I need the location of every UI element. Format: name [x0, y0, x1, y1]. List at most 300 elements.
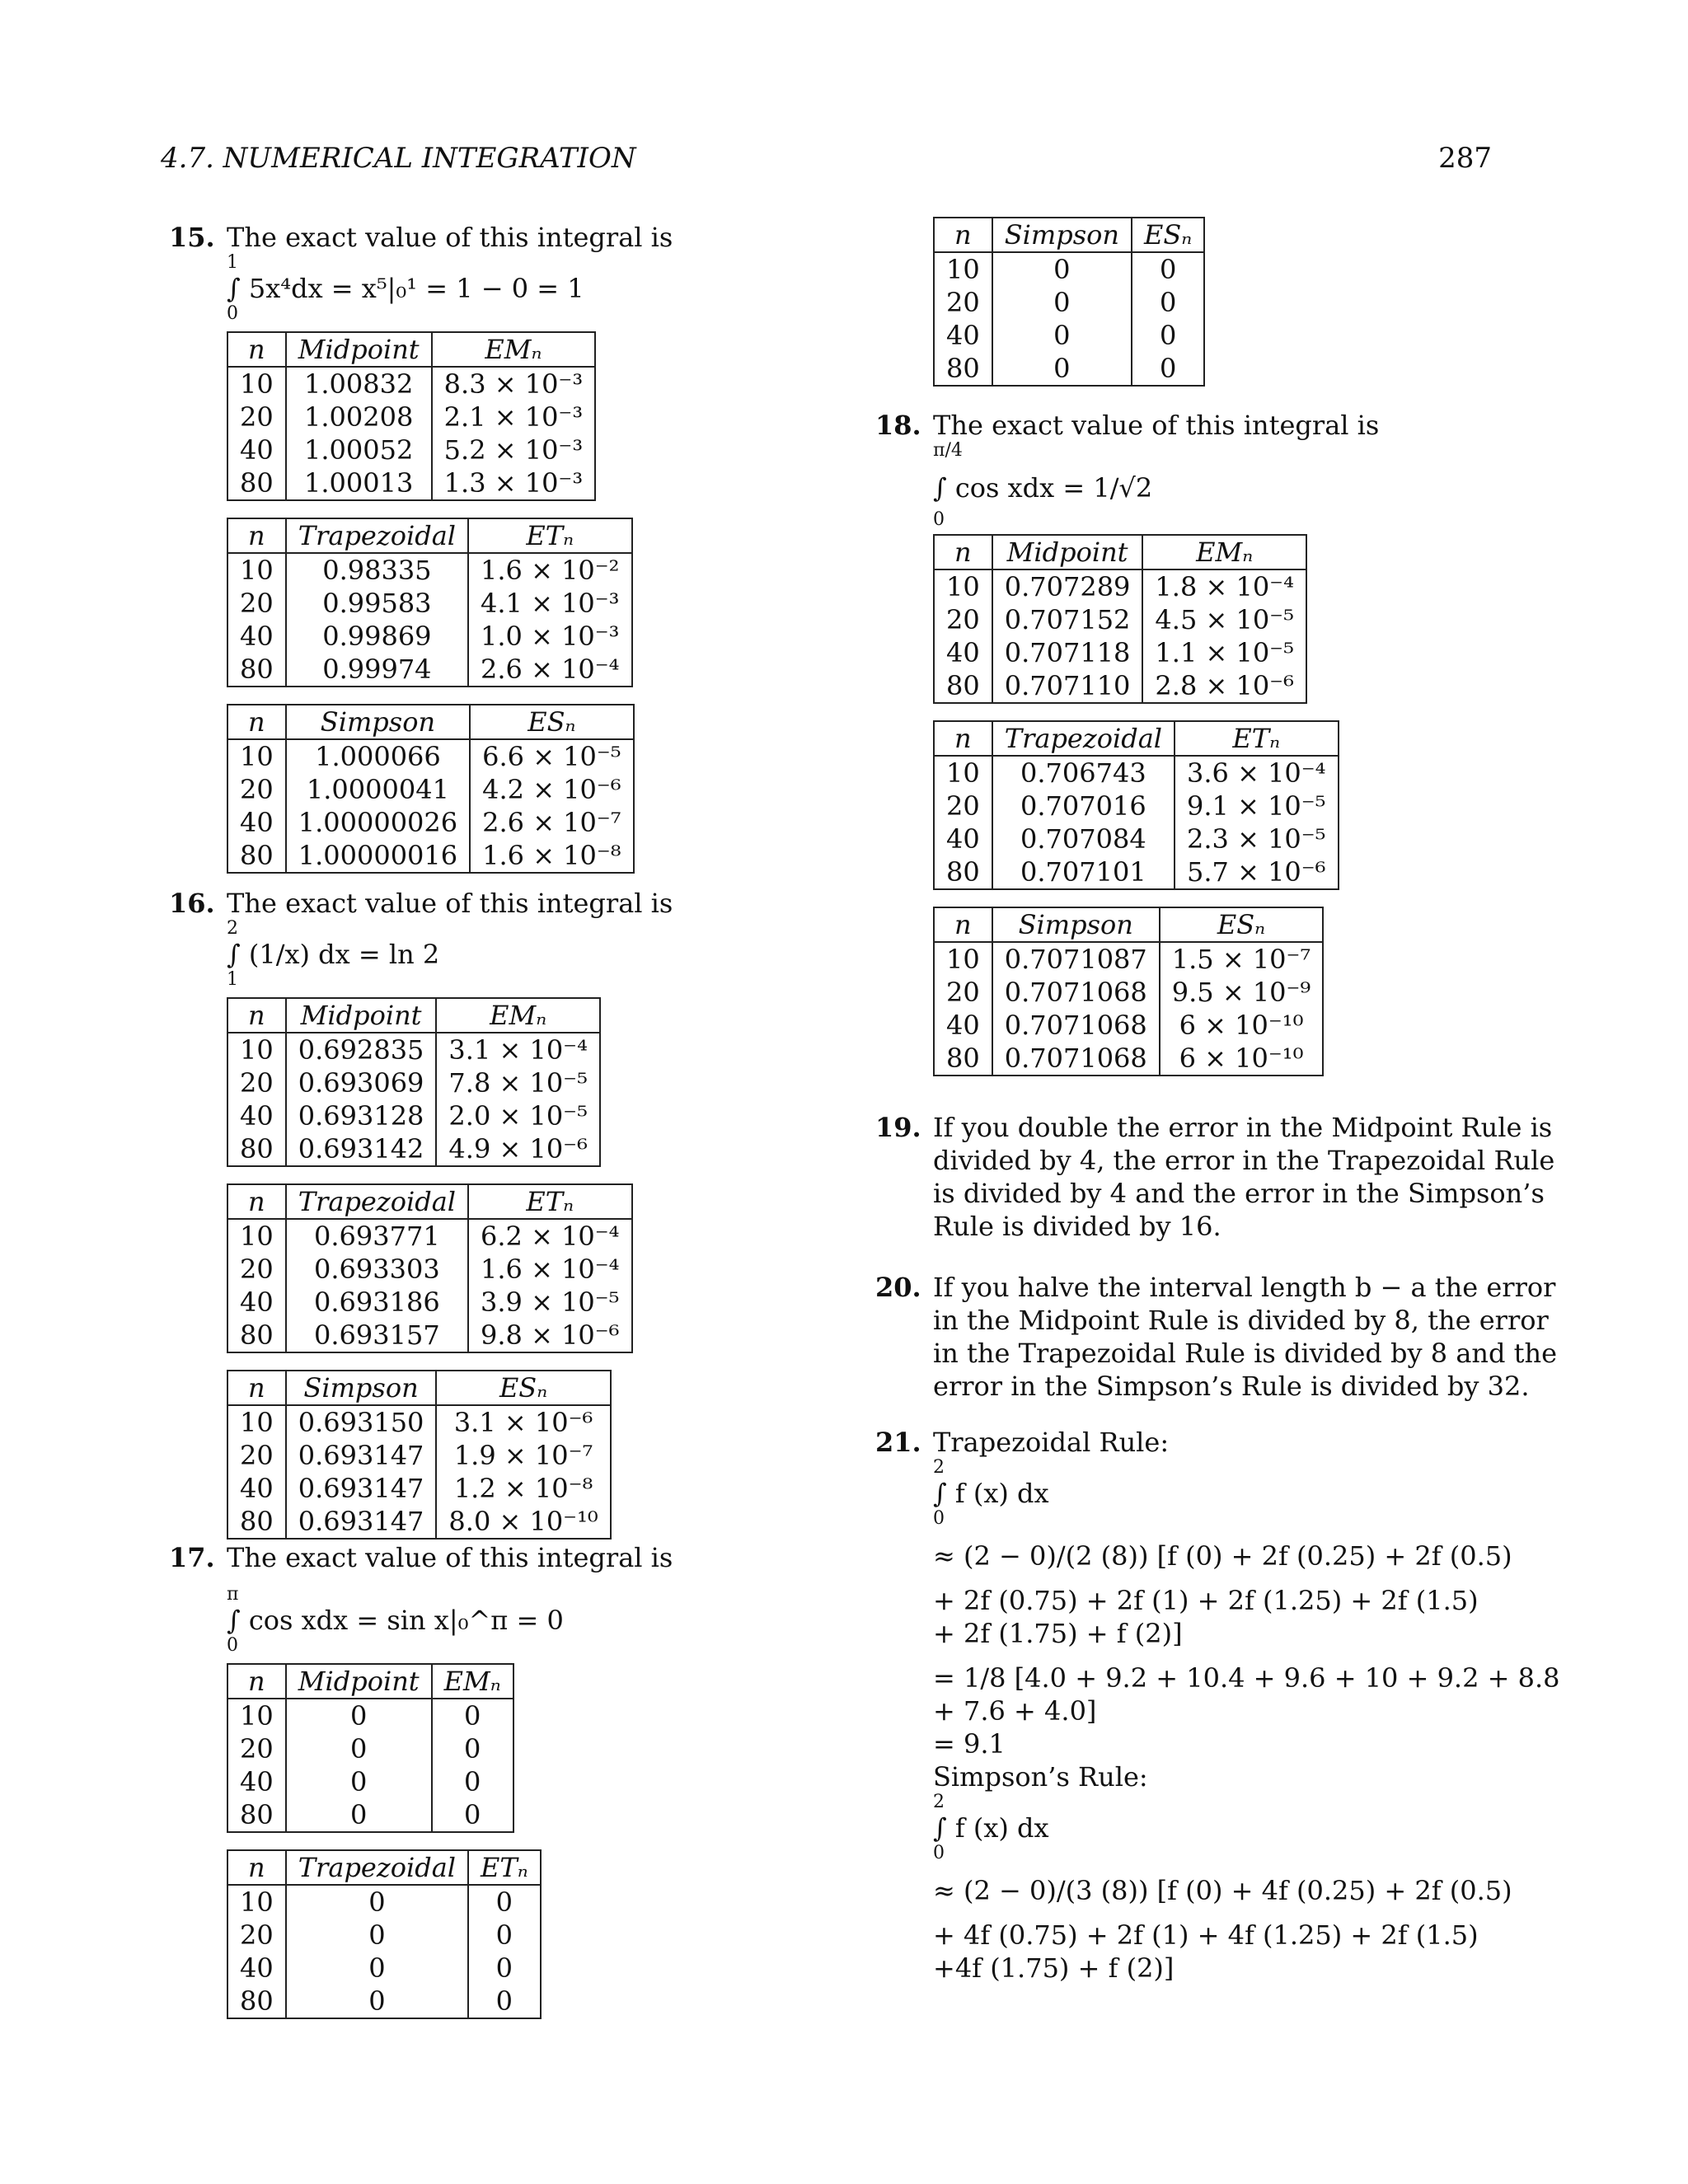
table-cell: 0.7071087	[992, 942, 1160, 976]
table-cell: 80	[227, 839, 286, 873]
table-cell: 4.2 × 10⁻⁶	[482, 774, 621, 805]
trapezoidal-table	[227, 1183, 633, 1353]
table-cell: 20	[227, 1253, 286, 1286]
problem-15	[169, 221, 673, 874]
table-cell: 1.00000026	[286, 806, 470, 839]
table-cell: 10	[227, 1405, 286, 1439]
table-row	[934, 942, 1323, 976]
table-row	[934, 976, 1323, 1009]
column-header: n	[227, 1664, 286, 1699]
derivation-line: + 2f (0.75) + 2f (1) + 2f (1.25) + 2f (1.5)	[933, 1585, 1479, 1616]
table-cell: 2.3 × 10⁻⁵	[1187, 823, 1326, 855]
problem-16	[169, 887, 673, 1540]
table-row	[934, 352, 1204, 386]
table-cell: 1.1 × 10⁻⁵	[1155, 637, 1294, 668]
column-header: Trapezoidal	[992, 721, 1175, 756]
table-row	[934, 790, 1339, 823]
table-cell: 80	[934, 669, 992, 703]
integral-upper-limit: π	[227, 1584, 239, 1605]
problem-17	[169, 1541, 673, 2019]
table-header-row	[227, 518, 632, 553]
table-row	[227, 1472, 611, 1505]
table-row	[227, 1253, 632, 1286]
table-cell: 6 × 10⁻¹⁰	[1179, 1043, 1304, 1074]
table-cell: 0	[1159, 353, 1177, 384]
column-header: n	[227, 1184, 286, 1219]
table-row	[227, 401, 595, 434]
table-cell: 3.1 × 10⁻⁶	[453, 1407, 593, 1438]
table-cell: 0.693147	[286, 1472, 437, 1505]
table-cell: 9.1 × 10⁻⁵	[1187, 790, 1326, 822]
problem-number: 21.	[875, 1427, 921, 1458]
table-cell: 0	[495, 1952, 513, 1984]
table-cell: 1.8 × 10⁻⁴	[1155, 571, 1294, 602]
table-row	[227, 620, 632, 653]
table-row	[934, 569, 1306, 603]
table-cell: 10	[227, 1219, 286, 1253]
column-header: Midpoint	[992, 535, 1143, 569]
table-row	[227, 367, 595, 401]
table-cell: 0	[286, 1732, 432, 1765]
table-row	[227, 1066, 600, 1099]
simpson-rule-label: Simpson’s Rule:	[933, 1761, 1148, 1793]
table-cell: 1.3 × 10⁻³	[443, 467, 584, 499]
table-cell: 2.1 × 10⁻³	[443, 401, 584, 433]
page-number: 287	[1438, 142, 1492, 175]
table-header-row	[934, 907, 1323, 942]
column-header: Midpoint	[286, 332, 432, 367]
table-cell: 0	[286, 1919, 468, 1952]
table-cell: 9.8 × 10⁻⁶	[481, 1319, 620, 1351]
table-cell: 10	[934, 569, 992, 603]
table-cell: 0.707084	[992, 823, 1175, 855]
text-line: Rule is divided by 16.	[933, 1211, 1221, 1242]
table-cell: 1.5 × 10⁻⁷	[1171, 944, 1311, 975]
table-cell: 1.9 × 10⁻⁷	[453, 1440, 593, 1471]
table-cell: 0.693069	[286, 1066, 437, 1099]
derivation-line: + 2f (1.75) + f (2)]	[933, 1618, 1183, 1649]
table-cell: 0	[464, 1700, 481, 1732]
midpoint-table	[227, 997, 601, 1167]
table-cell: 7.8 × 10⁻⁵	[448, 1067, 588, 1099]
column-header: n	[934, 218, 992, 252]
table-cell: 0	[464, 1799, 481, 1830]
midpoint-table	[227, 331, 596, 501]
column-header: EMₙ	[432, 332, 595, 367]
table-cell: 0	[286, 1952, 468, 1985]
table-cell: 1.00000016	[286, 839, 470, 873]
table-row	[934, 252, 1204, 286]
table-cell: 1.00208	[286, 401, 432, 434]
table-cell: 0.99583	[286, 587, 468, 620]
table-cell: 40	[227, 806, 286, 839]
midpoint-table	[933, 534, 1307, 704]
table-cell: 80	[227, 466, 286, 500]
table-cell: 40	[934, 1009, 992, 1042]
table-cell: 0	[464, 1766, 481, 1797]
table-cell: 0.99974	[286, 653, 468, 687]
table-cell: 0.706743	[992, 756, 1175, 790]
table-row	[934, 636, 1306, 669]
table-cell: 3.1 × 10⁻⁴	[448, 1034, 588, 1066]
table-cell: 6.6 × 10⁻⁵	[482, 741, 621, 772]
column-header: Trapezoidal	[286, 1850, 468, 1885]
table-cell: 0.693303	[286, 1253, 468, 1286]
midpoint-table	[227, 1663, 514, 1833]
column-header: ESₙ	[1160, 907, 1323, 942]
table-cell: 2.8 × 10⁻⁶	[1155, 670, 1294, 701]
problem-intro: The exact value of this integral is	[227, 1542, 673, 1573]
table-cell: 0.693186	[286, 1286, 468, 1319]
table-cell: 10	[227, 367, 286, 401]
table-cell: 1.6 × 10⁻⁴	[481, 1254, 620, 1285]
table-header-row	[227, 705, 634, 739]
table-cell: 0.98335	[286, 553, 468, 587]
column-header: n	[227, 518, 286, 553]
table-cell: 10	[227, 1033, 286, 1066]
column-header: Midpoint	[286, 998, 437, 1033]
problem-number: 19.	[875, 1112, 921, 1143]
table-cell: 0.99869	[286, 620, 468, 653]
table-cell: 10	[227, 553, 286, 587]
column-header: n	[934, 535, 992, 569]
table-row	[227, 434, 595, 466]
integral-upper-limit: 2	[933, 1792, 945, 1812]
table-row	[227, 1885, 541, 1919]
table-cell: 20	[934, 286, 992, 319]
table-cell: 80	[934, 855, 992, 889]
table-cell: 0	[495, 1985, 513, 2017]
problem-20	[875, 1271, 1557, 1403]
problem-21	[875, 1426, 1560, 1985]
table-row	[227, 1699, 513, 1732]
table-cell: 1.6 × 10⁻⁸	[482, 840, 621, 871]
table-row	[227, 839, 634, 873]
trapezoidal-table	[227, 518, 633, 687]
simpson-table	[933, 217, 1205, 387]
table-cell: 0	[992, 252, 1132, 286]
table-cell: 1.0000041	[286, 773, 470, 806]
table-row	[227, 1732, 513, 1765]
table-row	[227, 466, 595, 500]
table-row	[227, 653, 632, 687]
table-cell: 0	[992, 319, 1132, 352]
table-row	[227, 587, 632, 620]
integral-upper-limit: 1	[227, 252, 238, 273]
table-row	[227, 806, 634, 839]
trapezoidal-table	[933, 720, 1339, 890]
table-cell: 0.693147	[286, 1505, 437, 1539]
table-cell: 80	[934, 1042, 992, 1076]
integral-lower-limit: 0	[933, 1843, 945, 1863]
table-cell: 0	[992, 352, 1132, 386]
table-cell: 9.5 × 10⁻⁹	[1171, 977, 1311, 1008]
table-cell: 0	[1159, 254, 1177, 285]
table-cell: 5.7 × 10⁻⁶	[1187, 856, 1326, 888]
table-cell: 2.0 × 10⁻⁵	[448, 1100, 588, 1132]
table-cell: 40	[227, 1765, 286, 1798]
table-header-row	[227, 1371, 611, 1405]
table-cell: 40	[934, 636, 992, 669]
table-cell: 80	[227, 1505, 286, 1539]
table-cell: 40	[934, 319, 992, 352]
table-cell: 0	[495, 1919, 513, 1951]
table-row	[227, 1132, 600, 1166]
column-header: EMₙ	[1142, 535, 1306, 569]
table-row	[227, 1919, 541, 1952]
integral-lower-limit: 0	[933, 509, 945, 530]
table-cell: 1.2 × 10⁻⁸	[453, 1473, 593, 1504]
table-cell: 8.0 × 10⁻¹⁰	[448, 1506, 598, 1537]
table-cell: 8.3 × 10⁻³	[443, 368, 584, 400]
table-cell: 20	[934, 976, 992, 1009]
derivation-line: = 1/8 [4.0 + 9.2 + 10.4 + 9.6 + 10 + 9.2 + 8.8	[933, 1662, 1560, 1694]
table-cell: 1.6 × 10⁻²	[481, 555, 620, 586]
table-cell: 40	[227, 620, 286, 653]
table-cell: 0	[464, 1733, 481, 1765]
derivation-line: + 4f (0.75) + 2f (1) + 4f (1.25) + 2f (1.5)	[933, 1919, 1479, 1951]
column-header: Simpson	[286, 1371, 437, 1405]
table-cell: 20	[934, 790, 992, 823]
table-cell: 10	[227, 1885, 286, 1919]
integral-lower-limit: 1	[227, 969, 238, 990]
table-header-row	[227, 1664, 513, 1699]
table-cell: 1.00052	[286, 434, 432, 466]
problem-number: 16.	[169, 888, 215, 919]
table-cell: 10	[934, 252, 992, 286]
integral-expression: ∫ (1/x) dx = ln 2	[227, 939, 440, 970]
table-cell: 4.9 × 10⁻⁶	[448, 1133, 588, 1165]
integral-lower-limit: 0	[227, 303, 238, 324]
table-row	[934, 823, 1339, 855]
table-row	[227, 1286, 632, 1319]
simpson-table	[227, 1370, 612, 1540]
table-cell: 40	[227, 1286, 286, 1319]
derivation-line: = 9.1	[933, 1728, 1006, 1760]
column-header: Simpson	[992, 907, 1160, 942]
problem-intro: The exact value of this integral is	[227, 888, 673, 919]
table-header-row	[934, 535, 1306, 569]
table-row	[227, 1952, 541, 1985]
table-cell: 10	[934, 756, 992, 790]
problem-17-continued	[875, 217, 1205, 387]
running-header: 4.7. NUMERICAL INTEGRATION	[161, 142, 636, 175]
problem-number: 15.	[169, 222, 215, 253]
table-cell: 5.2 × 10⁻³	[443, 434, 584, 466]
problem-number: 20.	[875, 1272, 921, 1303]
trapezoidal-table	[227, 1849, 542, 2019]
problem-19	[875, 1111, 1554, 1243]
table-row	[227, 553, 632, 587]
table-cell: 4.5 × 10⁻⁵	[1155, 604, 1294, 635]
table-row	[934, 1009, 1323, 1042]
column-header: n	[227, 1850, 286, 1885]
table-cell: 20	[227, 1919, 286, 1952]
table-cell: 20	[227, 1066, 286, 1099]
table-cell: 80	[227, 653, 286, 687]
integral-lower-limit: 0	[933, 1508, 945, 1529]
column-header: ETₙ	[1175, 721, 1338, 756]
table-row	[227, 1099, 600, 1132]
table-cell: 80	[227, 1798, 286, 1832]
table-row	[227, 1405, 611, 1439]
text-line: divided by 4, the error in the Trapezoidal Rule	[933, 1145, 1555, 1176]
column-header: ETₙ	[468, 518, 631, 553]
simpson-table	[227, 704, 635, 874]
integral-expression: ∫ cos xdx = 1/√2	[933, 472, 1153, 504]
integral-upper-limit: 2	[933, 1457, 945, 1478]
table-header-row	[227, 998, 600, 1033]
table-cell: 1.000066	[286, 739, 470, 773]
table-cell: 80	[227, 1132, 286, 1166]
table-cell: 80	[227, 1319, 286, 1352]
table-cell: 0	[495, 1886, 513, 1918]
table-cell: 1.00013	[286, 466, 432, 500]
text-line: If you halve the interval length b − a the error	[933, 1272, 1556, 1303]
table-cell: 6.2 × 10⁻⁴	[481, 1221, 620, 1252]
column-header: Simpson	[286, 705, 470, 739]
text-line: error in the Simpson’s Rule is divided by 32.	[933, 1371, 1530, 1402]
table-cell: 10	[227, 1699, 286, 1732]
table-cell: 1.0 × 10⁻³	[481, 621, 620, 652]
table-cell: 20	[227, 1732, 286, 1765]
column-header: ETₙ	[468, 1184, 631, 1219]
table-cell: 1.00832	[286, 367, 432, 401]
table-row	[227, 1798, 513, 1832]
table-cell: 3.9 × 10⁻⁵	[481, 1286, 620, 1318]
table-row	[934, 669, 1306, 703]
table-row	[227, 1033, 600, 1066]
table-cell: 2.6 × 10⁻⁴	[481, 654, 620, 685]
table-cell: 0.7071068	[992, 976, 1160, 1009]
table-cell: 40	[227, 1472, 286, 1505]
text-line: is divided by 4 and the error in the Simpson’s	[933, 1178, 1545, 1209]
derivation-line: +4f (1.75) + f (2)]	[933, 1952, 1175, 1984]
table-row	[227, 1439, 611, 1472]
table-row	[227, 739, 634, 773]
column-header: Simpson	[992, 218, 1132, 252]
simpson-table	[933, 907, 1324, 1076]
text-line: If you double the error in the Midpoint Rule is	[933, 1112, 1553, 1143]
table-row	[934, 319, 1204, 352]
table-cell: 0.693150	[286, 1405, 437, 1439]
table-cell: 0.7071068	[992, 1009, 1160, 1042]
column-header: n	[227, 1371, 286, 1405]
table-cell: 10	[934, 942, 992, 976]
table-cell: 6 × 10⁻¹⁰	[1179, 1010, 1304, 1041]
table-cell: 2.6 × 10⁻⁷	[482, 807, 621, 838]
column-header: Midpoint	[286, 1664, 432, 1699]
table-cell: 0.693128	[286, 1099, 437, 1132]
table-cell: 20	[227, 773, 286, 806]
derivation-line: ≈ (2 − 0)/(3 (8)) [f (0) + 4f (0.25) + 2f (0.5)	[933, 1875, 1512, 1906]
column-header: ESₙ	[1132, 218, 1204, 252]
integral-expression: ∫ f (x) dx	[933, 1812, 1049, 1844]
integral-upper-limit: 2	[227, 918, 238, 939]
table-row	[934, 286, 1204, 319]
column-header: EMₙ	[436, 998, 599, 1033]
table-row	[227, 1319, 632, 1352]
table-header-row	[227, 332, 595, 367]
table-header-row	[227, 1850, 541, 1885]
table-row	[227, 773, 634, 806]
column-header: n	[934, 721, 992, 756]
integral-expression: ∫ cos xdx = sin x|₀^π = 0	[227, 1605, 564, 1636]
table-row	[934, 1042, 1323, 1076]
table-cell: 0.707016	[992, 790, 1175, 823]
derivation-line: ≈ (2 − 0)/(2 (8)) [f (0) + 2f (0.25) + 2f (0.5)	[933, 1540, 1512, 1572]
column-header: ETₙ	[468, 1850, 541, 1885]
table-cell: 0	[1159, 287, 1177, 318]
integral-lower-limit: 0	[227, 1635, 238, 1656]
table-cell: 3.6 × 10⁻⁴	[1187, 757, 1326, 789]
table-cell: 20	[934, 603, 992, 636]
table-row	[227, 1985, 541, 2018]
table-cell: 0	[286, 1699, 432, 1732]
problem-intro: The exact value of this integral is	[933, 410, 1380, 441]
table-cell: 0.693147	[286, 1439, 437, 1472]
table-cell: 0.693157	[286, 1319, 468, 1352]
integral-expression: ∫ 5x⁴dx = x⁵|₀¹ = 1 − 0 = 1	[227, 273, 584, 304]
column-header: Trapezoidal	[286, 518, 468, 553]
column-header: n	[934, 907, 992, 942]
table-cell: 0.692835	[286, 1033, 437, 1066]
text-line: in the Trapezoidal Rule is divided by 8 and the	[933, 1338, 1558, 1369]
problem-18	[875, 409, 1379, 1076]
problem-number: 17.	[169, 1542, 215, 1573]
column-header: ESₙ	[436, 1371, 610, 1405]
table-row	[227, 1219, 632, 1253]
table-cell: 0.7071068	[992, 1042, 1160, 1076]
table-cell: 40	[227, 1099, 286, 1132]
table-cell: 0	[286, 1798, 432, 1832]
table-row	[227, 1505, 611, 1539]
table-cell: 0	[286, 1885, 468, 1919]
table-cell: 0.707152	[992, 603, 1143, 636]
table-cell: 10	[227, 739, 286, 773]
table-row	[934, 756, 1339, 790]
table-cell: 0.693142	[286, 1132, 437, 1166]
table-cell: 40	[934, 823, 992, 855]
table-cell: 0	[286, 1765, 432, 1798]
table-row	[934, 603, 1306, 636]
table-cell: 40	[227, 434, 286, 466]
column-header: Trapezoidal	[286, 1184, 468, 1219]
table-header-row	[227, 1184, 632, 1219]
trapezoidal-rule-label: Trapezoidal Rule:	[933, 1427, 1170, 1458]
table-header-row	[934, 218, 1204, 252]
table-cell: 0	[992, 286, 1132, 319]
table-cell: 80	[934, 352, 992, 386]
table-cell: 0	[286, 1985, 468, 2018]
integral-upper-limit: π/4	[933, 440, 963, 461]
table-cell: 40	[227, 1952, 286, 1985]
table-cell: 0.707289	[992, 569, 1143, 603]
table-cell: 0.707101	[992, 855, 1175, 889]
column-header: ESₙ	[470, 705, 633, 739]
table-row	[227, 1765, 513, 1798]
text-line: in the Midpoint Rule is divided by 8, the error	[933, 1305, 1549, 1336]
table-cell: 0.707110	[992, 669, 1143, 703]
table-cell: 0.707118	[992, 636, 1143, 669]
problem-number: 18.	[875, 410, 921, 441]
derivation-line: + 7.6 + 4.0]	[933, 1695, 1097, 1727]
column-header: n	[227, 332, 286, 367]
table-cell: 0.693771	[286, 1219, 468, 1253]
table-cell: 20	[227, 587, 286, 620]
table-header-row	[934, 721, 1339, 756]
table-cell: 20	[227, 401, 286, 434]
